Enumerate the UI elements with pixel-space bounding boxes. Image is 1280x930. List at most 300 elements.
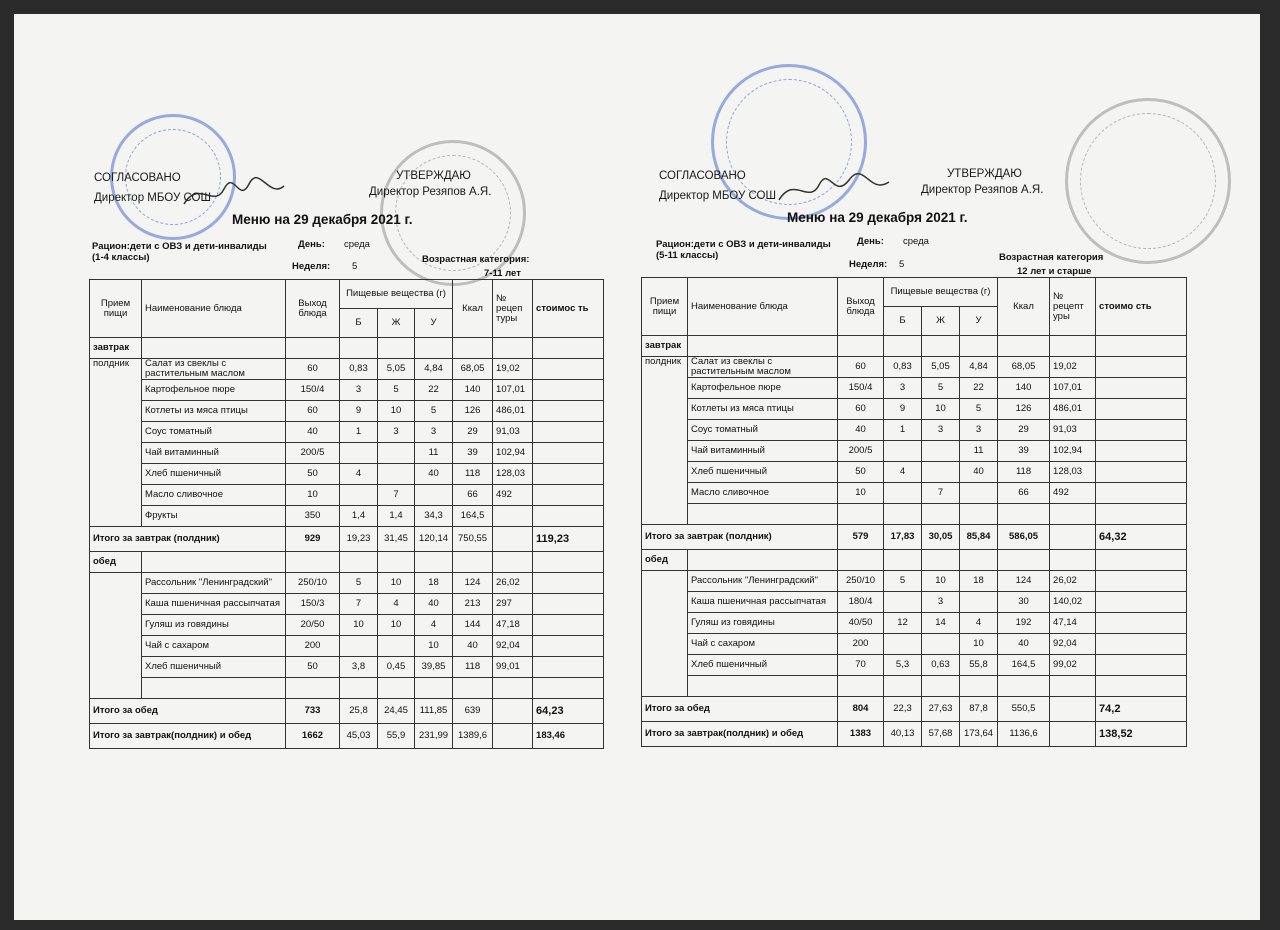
total-out: 579 <box>838 525 884 550</box>
dish-protein: 1,4 <box>340 506 378 527</box>
total-label: Итого за обед <box>90 699 286 724</box>
dish-carbs: 40 <box>415 464 453 485</box>
dish-out: 250/10 <box>286 573 340 594</box>
dish-fat: 0,45 <box>378 657 415 678</box>
dish-recipe: 107,01 <box>493 380 533 401</box>
total-fat: 30,05 <box>922 525 960 550</box>
director-seal-stamp <box>1065 98 1231 264</box>
total-carbs: 87,8 <box>960 697 998 722</box>
agreed-role: Директор МБОУ СОШ <box>659 190 777 202</box>
dish-name: Рассольник "Ленинградский" <box>688 571 838 592</box>
dish-name: Хлеб пшеничный <box>142 464 286 485</box>
total-out: 804 <box>838 697 884 722</box>
total-row <box>642 697 1187 722</box>
dish-fat: 3 <box>922 420 960 441</box>
dish-protein: 10 <box>340 615 378 636</box>
table-row <box>90 359 604 380</box>
dish-protein <box>340 443 378 464</box>
dish-kcal: 40 <box>998 634 1050 655</box>
total-cost: 64,23 <box>533 699 604 724</box>
dish-out: 20/50 <box>286 615 340 636</box>
dish-fat: 7 <box>378 485 415 506</box>
dish-protein: 4 <box>340 464 378 485</box>
dish-out: 150/4 <box>286 380 340 401</box>
dish-protein: 3,8 <box>340 657 378 678</box>
section-snack: полдник <box>90 359 142 527</box>
dish-name: Котлеты из мяса птицы <box>142 401 286 422</box>
dish-kcal: 118 <box>998 462 1050 483</box>
dish-carbs: 5 <box>960 399 998 420</box>
dish-carbs: 10 <box>960 634 998 655</box>
dish-kcal: 213 <box>453 594 493 615</box>
total-row <box>90 724 604 749</box>
dish-name: Гуляш из говядины <box>688 613 838 634</box>
dish-kcal: 39 <box>453 443 493 464</box>
total-kcal: 750,55 <box>453 527 493 552</box>
dish-out: 200/5 <box>838 441 884 462</box>
week-label: Неделя: <box>849 259 888 270</box>
table-row <box>90 573 604 594</box>
dish-protein: 3 <box>884 378 922 399</box>
day-value: среда <box>903 236 929 247</box>
dish-fat: 5,05 <box>378 359 415 380</box>
table-row <box>642 483 1187 504</box>
dish-fat <box>922 462 960 483</box>
dish-carbs: 22 <box>415 380 453 401</box>
dish-recipe: 102,94 <box>493 443 533 464</box>
dish-carbs: 39,85 <box>415 657 453 678</box>
col-dish: Наименование блюда <box>142 280 286 338</box>
dish-kcal: 68,05 <box>998 357 1050 378</box>
dish-protein: 7 <box>340 594 378 615</box>
total-carbs: 111,85 <box>415 699 453 724</box>
dish-fat: 10 <box>922 571 960 592</box>
col-nutrients: Пищевые вещества (г) <box>884 278 998 307</box>
table-row <box>90 422 604 443</box>
dish-carbs: 55,8 <box>960 655 998 676</box>
dish-fat <box>378 443 415 464</box>
total-kcal: 550,5 <box>998 697 1050 722</box>
dish-out: 70 <box>838 655 884 676</box>
dish-recipe: 19,02 <box>1050 357 1096 378</box>
menu-table <box>641 277 1187 747</box>
dish-protein <box>340 485 378 506</box>
agreed-label: СОГЛАСОВАНО <box>94 172 181 184</box>
col-cost: стоимо сть <box>1096 278 1187 336</box>
col-out: Выход блюда <box>838 278 884 336</box>
scanned-sheet <box>14 14 1260 920</box>
dish-kcal: 29 <box>998 420 1050 441</box>
dish-out: 60 <box>286 401 340 422</box>
dish-name: Картофельное пюре <box>688 378 838 399</box>
dish-kcal: 164,5 <box>453 506 493 527</box>
dish-carbs: 4,84 <box>960 357 998 378</box>
menu-title: Меню на 29 декабря 2021 г. <box>787 210 968 225</box>
dish-fat: 5 <box>922 378 960 399</box>
day-label: День: <box>298 239 325 250</box>
dish-carbs: 11 <box>960 441 998 462</box>
dish-out: 350 <box>286 506 340 527</box>
table-row <box>642 399 1187 420</box>
dish-out: 40/50 <box>838 613 884 634</box>
week-value: 5 <box>352 261 358 272</box>
approve-role: Директор Резяпов А.Я. <box>369 186 492 198</box>
dish-protein <box>884 441 922 462</box>
dish-fat: 0,63 <box>922 655 960 676</box>
dish-protein: 1 <box>884 420 922 441</box>
table-row <box>642 378 1187 399</box>
dish-out: 10 <box>838 483 884 504</box>
total-out: 929 <box>286 527 340 552</box>
dish-fat: 10 <box>378 573 415 594</box>
total-row <box>642 525 1187 550</box>
age-value: 7-11 лет <box>484 268 521 279</box>
total-out: 1662 <box>286 724 340 749</box>
dish-name: Хлеб пшеничный <box>688 655 838 676</box>
week-label: Неделя: <box>292 261 331 272</box>
dish-recipe: 492 <box>493 485 533 506</box>
dish-protein <box>884 592 922 613</box>
signature-image <box>774 170 894 210</box>
dish-carbs: 4 <box>960 613 998 634</box>
dish-out: 50 <box>286 657 340 678</box>
col-kcal: Ккал <box>453 280 493 338</box>
day-label: День: <box>857 236 884 247</box>
dish-recipe: 128,03 <box>1050 462 1096 483</box>
dish-fat <box>378 636 415 657</box>
col-meal: Прием пищи <box>90 280 142 338</box>
dish-recipe: 140,02 <box>1050 592 1096 613</box>
total-label: Итого за обед <box>642 697 838 722</box>
dish-name: Хлеб пшеничный <box>688 462 838 483</box>
col-protein: Б <box>884 307 922 336</box>
age-label: Возрастная категория: <box>422 254 530 265</box>
total-out: 1383 <box>838 722 884 747</box>
total-fat: 31,45 <box>378 527 415 552</box>
dish-name: Соус томатный <box>142 422 286 443</box>
total-out: 733 <box>286 699 340 724</box>
dish-protein: 12 <box>884 613 922 634</box>
col-fat: Ж <box>378 309 415 338</box>
dish-carbs: 40 <box>415 594 453 615</box>
dish-name: Чай с сахаром <box>688 634 838 655</box>
dish-kcal: 118 <box>453 464 493 485</box>
table-row <box>90 594 604 615</box>
table-row <box>90 657 604 678</box>
dish-name: Масло сливочное <box>142 485 286 506</box>
table-row <box>642 441 1187 462</box>
dish-recipe: 26,02 <box>493 573 533 594</box>
section-lunch: обед <box>642 550 688 571</box>
total-carbs: 173,64 <box>960 722 998 747</box>
dish-fat <box>922 441 960 462</box>
col-protein: Б <box>340 309 378 338</box>
dish-recipe: 107,01 <box>1050 378 1096 399</box>
dish-fat: 10 <box>922 399 960 420</box>
total-protein: 25,8 <box>340 699 378 724</box>
dish-kcal: 39 <box>998 441 1050 462</box>
dish-recipe: 99,01 <box>493 657 533 678</box>
dish-name: Хлеб пшеничный <box>142 657 286 678</box>
dish-recipe: 47,18 <box>493 615 533 636</box>
dish-protein: 3 <box>340 380 378 401</box>
dish-carbs: 3 <box>415 422 453 443</box>
total-row <box>642 722 1187 747</box>
dish-recipe: 486,01 <box>493 401 533 422</box>
dish-kcal: 124 <box>453 573 493 594</box>
dish-kcal: 30 <box>998 592 1050 613</box>
dish-name: Салат из свеклы с растительным маслом <box>142 359 286 380</box>
table-row <box>642 357 1187 378</box>
col-cost: стоимос ть <box>533 280 604 338</box>
dish-out: 150/3 <box>286 594 340 615</box>
col-nutrients: Пищевые вещества (г) <box>340 280 453 309</box>
dish-name: Котлеты из мяса птицы <box>688 399 838 420</box>
total-kcal: 1136,6 <box>998 722 1050 747</box>
total-carbs: 85,84 <box>960 525 998 550</box>
dish-out: 10 <box>286 485 340 506</box>
dish-protein: 9 <box>884 399 922 420</box>
dish-recipe: 92,04 <box>1050 634 1096 655</box>
dish-out: 60 <box>838 357 884 378</box>
col-fat: Ж <box>922 307 960 336</box>
age-value: 12 лет и старше <box>1017 266 1092 277</box>
dish-recipe: 128,03 <box>493 464 533 485</box>
total-protein: 17,83 <box>884 525 922 550</box>
dish-kcal: 140 <box>998 378 1050 399</box>
table-row <box>642 613 1187 634</box>
table-row <box>90 464 604 485</box>
dish-recipe: 297 <box>493 594 533 615</box>
dish-out: 50 <box>838 462 884 483</box>
dish-kcal: 118 <box>453 657 493 678</box>
dish-out: 150/4 <box>838 378 884 399</box>
dish-name: Картофельное пюре <box>142 380 286 401</box>
table-row <box>642 420 1187 441</box>
total-label: Итого за завтрак(полдник) и обед <box>642 722 838 747</box>
approve-label: УТВЕРЖДАЮ <box>396 170 471 182</box>
section-breakfast: завтрак <box>642 336 688 357</box>
total-cost: 119,23 <box>533 527 604 552</box>
dish-name: Салат из свеклы с растительным маслом <box>688 357 838 378</box>
table-row <box>90 443 604 464</box>
dish-kcal: 66 <box>453 485 493 506</box>
dish-protein <box>340 636 378 657</box>
dish-fat: 10 <box>378 401 415 422</box>
dish-fat <box>378 464 415 485</box>
menu-page-left <box>14 14 624 920</box>
table-row <box>642 592 1187 613</box>
dish-fat: 10 <box>378 615 415 636</box>
approve-role: Директор Резяпов А.Я. <box>921 184 1044 196</box>
dish-name: Чай витаминный <box>688 441 838 462</box>
table-row <box>90 485 604 506</box>
total-cost: 64,32 <box>1096 525 1187 550</box>
dish-carbs: 4,84 <box>415 359 453 380</box>
col-dish: Наименование блюда <box>688 278 838 336</box>
dish-out: 60 <box>838 399 884 420</box>
table-row <box>642 462 1187 483</box>
dish-kcal: 126 <box>998 399 1050 420</box>
dish-name: Фрукты <box>142 506 286 527</box>
dish-kcal: 40 <box>453 636 493 657</box>
col-recipe: № рецеп туры <box>493 280 533 338</box>
dish-recipe: 102,94 <box>1050 441 1096 462</box>
section-breakfast: завтрак <box>90 338 142 359</box>
dish-name: Рассольник "Ленинградский" <box>142 573 286 594</box>
table-row <box>642 634 1187 655</box>
dish-name: Чай с сахаром <box>142 636 286 657</box>
dish-out: 50 <box>286 464 340 485</box>
dish-protein: 5,3 <box>884 655 922 676</box>
dish-carbs: 10 <box>415 636 453 657</box>
agreed-role: Директор МБОУ СОШ <box>94 192 212 204</box>
dish-fat: 5,05 <box>922 357 960 378</box>
col-out: Выход блюда <box>286 280 340 338</box>
dish-kcal: 29 <box>453 422 493 443</box>
dish-fat: 1,4 <box>378 506 415 527</box>
table-row <box>90 615 604 636</box>
total-fat: 55,9 <box>378 724 415 749</box>
dish-carbs: 11 <box>415 443 453 464</box>
dish-fat: 7 <box>922 483 960 504</box>
dish-out: 180/4 <box>838 592 884 613</box>
agreed-label: СОГЛАСОВАНО <box>659 170 746 182</box>
dish-protein: 9 <box>340 401 378 422</box>
dish-name: Каша пшеничная рассыпчатая <box>142 594 286 615</box>
total-row <box>90 527 604 552</box>
total-carbs: 231,99 <box>415 724 453 749</box>
dish-protein: 0,83 <box>884 357 922 378</box>
approve-label: УТВЕРЖДАЮ <box>947 168 1022 180</box>
total-kcal: 639 <box>453 699 493 724</box>
age-label: Возрастная категория <box>999 252 1104 263</box>
dish-kcal: 124 <box>998 571 1050 592</box>
dish-recipe: 47,14 <box>1050 613 1096 634</box>
total-row <box>90 699 604 724</box>
dish-out: 250/10 <box>838 571 884 592</box>
dish-name: Каша пшеничная рассыпчатая <box>688 592 838 613</box>
dish-name: Масло сливочное <box>688 483 838 504</box>
dish-recipe: 19,02 <box>493 359 533 380</box>
total-cost: 74,2 <box>1096 697 1187 722</box>
dish-out: 200/5 <box>286 443 340 464</box>
dish-kcal: 140 <box>453 380 493 401</box>
menu-title: Меню на 29 декабря 2021 г. <box>232 212 413 227</box>
table-row <box>90 636 604 657</box>
ration-label: Рацион:дети с ОВЗ и дети-инвалиды (5-11 классы) <box>656 239 831 261</box>
dish-recipe: 26,02 <box>1050 571 1096 592</box>
total-protein: 19,23 <box>340 527 378 552</box>
dish-recipe <box>493 506 533 527</box>
dish-kcal: 66 <box>998 483 1050 504</box>
dish-carbs: 34,3 <box>415 506 453 527</box>
col-kcal: Ккал <box>998 278 1050 336</box>
dish-carbs: 22 <box>960 378 998 399</box>
dish-carbs: 40 <box>960 462 998 483</box>
dish-protein: 1 <box>340 422 378 443</box>
dish-carbs: 5 <box>415 401 453 422</box>
total-fat: 24,45 <box>378 699 415 724</box>
total-cost: 138,52 <box>1096 722 1187 747</box>
total-protein: 22,3 <box>884 697 922 722</box>
dish-recipe: 492 <box>1050 483 1096 504</box>
dish-carbs <box>960 483 998 504</box>
dish-kcal: 192 <box>998 613 1050 634</box>
dish-kcal: 126 <box>453 401 493 422</box>
total-kcal: 586,05 <box>998 525 1050 550</box>
dish-fat: 5 <box>378 380 415 401</box>
total-carbs: 120,14 <box>415 527 453 552</box>
dish-name: Гуляш из говядины <box>142 615 286 636</box>
ration-label: Рацион:дети с ОВЗ и дети-инвалиды (1-4 классы) <box>92 241 267 263</box>
dish-recipe: 91,03 <box>493 422 533 443</box>
menu-page-right <box>629 14 1260 920</box>
total-cost: 183,46 <box>533 724 604 749</box>
table-row <box>90 506 604 527</box>
dish-protein: 5 <box>340 573 378 594</box>
total-kcal: 1389,6 <box>453 724 493 749</box>
total-fat: 57,68 <box>922 722 960 747</box>
dish-recipe: 486,01 <box>1050 399 1096 420</box>
day-value: среда <box>344 239 370 250</box>
col-recipe: № рецепт уры <box>1050 278 1096 336</box>
dish-recipe: 92,04 <box>493 636 533 657</box>
menu-table <box>89 279 604 749</box>
dish-out: 40 <box>838 420 884 441</box>
col-meal: Прием пищи <box>642 278 688 336</box>
total-label: Итого за завтрак (полдник) <box>90 527 286 552</box>
dish-carbs: 3 <box>960 420 998 441</box>
dish-protein <box>884 483 922 504</box>
dish-out: 40 <box>286 422 340 443</box>
dish-recipe: 91,03 <box>1050 420 1096 441</box>
section-snack: полдник <box>642 357 688 525</box>
dish-fat: 3 <box>378 422 415 443</box>
dish-name: Соус томатный <box>688 420 838 441</box>
col-carbs: У <box>960 307 998 336</box>
dish-kcal: 164,5 <box>998 655 1050 676</box>
dish-fat: 4 <box>378 594 415 615</box>
table-row <box>90 401 604 422</box>
dish-fat: 3 <box>922 592 960 613</box>
dish-carbs: 18 <box>415 573 453 594</box>
dish-out: 200 <box>286 636 340 657</box>
dish-protein: 5 <box>884 571 922 592</box>
dish-kcal: 68,05 <box>453 359 493 380</box>
dish-out: 200 <box>838 634 884 655</box>
dish-carbs: 18 <box>960 571 998 592</box>
dish-carbs: 4 <box>415 615 453 636</box>
dish-protein: 0,83 <box>340 359 378 380</box>
col-carbs: У <box>415 309 453 338</box>
total-label: Итого за завтрак (полдник) <box>642 525 838 550</box>
dish-out: 60 <box>286 359 340 380</box>
dish-protein <box>884 634 922 655</box>
week-value: 5 <box>899 259 905 270</box>
dish-kcal: 144 <box>453 615 493 636</box>
total-protein: 40,13 <box>884 722 922 747</box>
table-row <box>642 655 1187 676</box>
dish-fat <box>922 634 960 655</box>
dish-name: Чай витаминный <box>142 443 286 464</box>
dish-carbs <box>415 485 453 506</box>
dish-recipe: 99,02 <box>1050 655 1096 676</box>
table-row <box>90 380 604 401</box>
table-row <box>642 571 1187 592</box>
section-lunch: обед <box>90 552 142 573</box>
total-fat: 27,63 <box>922 697 960 722</box>
